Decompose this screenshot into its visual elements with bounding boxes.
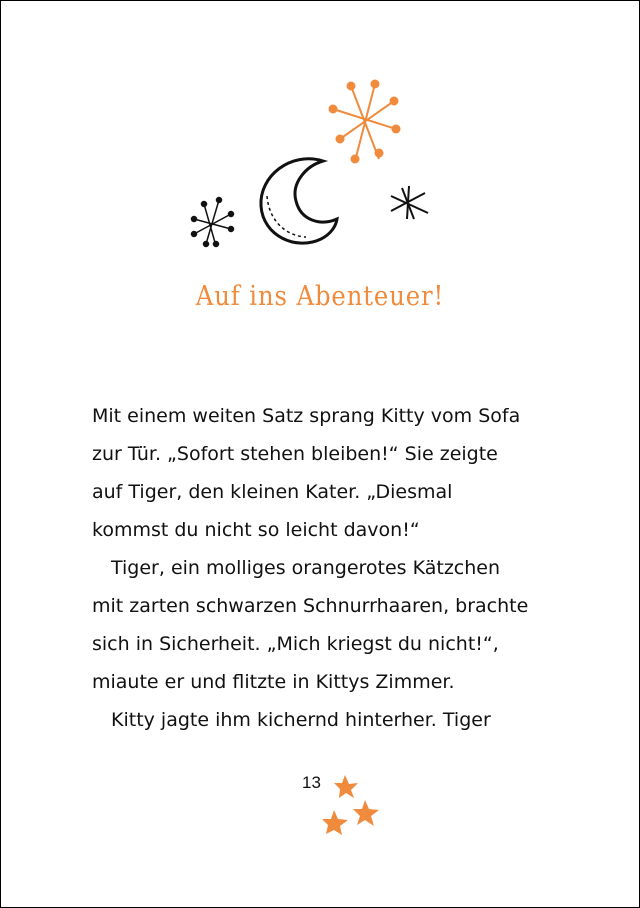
star-icon [353, 800, 379, 826]
star-icon [322, 810, 348, 835]
page-number: 13 [302, 773, 321, 792]
orange-star-burst-icon [330, 81, 400, 163]
text-line: Kitty jagte ihm kichernd hinterher. Tiger [111, 709, 491, 731]
text-line: miaute er und flitzte in Kittys Zimmer. [92, 671, 455, 693]
star-icon [334, 775, 358, 798]
text-line: Mit einem weiten Satz sprang Kitty vom Sofa [92, 405, 521, 427]
chapter-title: Auf ins Abenteuer! [195, 281, 445, 312]
text-line: auf Tiger, den kleinen Kater. „Diesmal [92, 481, 453, 503]
asterisk-star-icon [391, 186, 428, 219]
text-line: sich in Sicherheit. „Mich kriegst du nicht!“, [92, 633, 499, 655]
text-line: mit zarten schwarzen Schnurrhaaren, brachte [92, 595, 529, 617]
text-line: Tiger, ein molliges orangerotes Kätzchen [111, 557, 501, 579]
night-sky-illustration [1, 1, 639, 271]
text-line: kommst du nicht so leicht davon!“ [92, 519, 420, 541]
body-text [92, 397, 552, 739]
moon-icon [261, 159, 337, 243]
text-line: zur Tür. „Sofort stehen bleiben!“ Sie zeigte [92, 443, 498, 465]
black-star-burst-icon [192, 198, 234, 247]
